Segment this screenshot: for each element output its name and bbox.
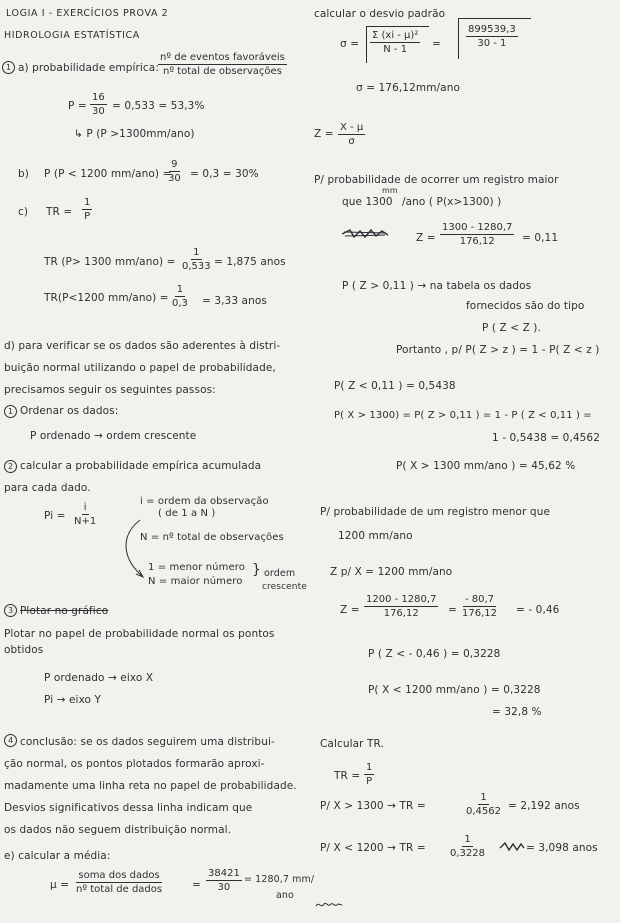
exceed-prob-line-2-tail: /ano ( P(x>1300) )	[402, 196, 502, 208]
fraction-denominator: P	[366, 776, 373, 787]
fraction-denominator: P	[84, 211, 91, 222]
scribbled-out-text	[342, 228, 388, 240]
item-e-label: e) calcular a média:	[4, 850, 111, 862]
z2-fraction	[364, 594, 438, 619]
px-result: P( X > 1300 mm/ano ) = 45,62 %	[396, 460, 576, 472]
min-definition: 1 = menor número	[148, 562, 245, 573]
tr2-fraction	[170, 284, 190, 309]
step-3-line-1: Plotar no papel de probabilidade normal os pontos	[4, 628, 275, 640]
fraction-denominator: 0,3	[172, 298, 188, 309]
tr-exceed-fraction	[464, 792, 503, 817]
item-a-label: a) probabilidade empírica:	[18, 62, 159, 74]
table-lookup-type: P ( Z < Z ).	[482, 322, 541, 334]
z2-equals: =	[448, 604, 457, 616]
step-2-line-1: calcular a probabilidade empírica acumulada	[20, 460, 262, 472]
step-1-detail: P ordenado → ordem crescente	[30, 430, 197, 442]
fraction-denominator: 0,4562	[466, 806, 501, 817]
fraction-denominator: 0,3228	[450, 848, 485, 859]
fraction-numerator: nº de eventos favoráveis	[160, 52, 285, 63]
fraction-numerator: 9	[171, 159, 178, 170]
page-title: LOGIA I - EXERCÍCIOS PROVA 2	[6, 8, 169, 19]
px2-line-1: P( X < 1200 mm/ano ) = 0,3228	[368, 684, 541, 696]
step-3-line-2: obtidos	[4, 644, 44, 656]
z-formula-lhs: Z =	[314, 128, 334, 140]
fraction-denominator: nº total de dados	[76, 884, 163, 895]
step-4-marker: 4	[4, 734, 17, 747]
z1-result: = 0,11	[522, 232, 559, 244]
item-d-line-3: precisamos seguir os seguintes passos:	[4, 384, 216, 396]
tr1-fraction	[180, 247, 213, 272]
fraction-numerator: 1	[84, 197, 91, 208]
px-line-2: 1 - 0,5438 = 0,4562	[492, 432, 600, 444]
fraction-numerator: - 80,7	[464, 594, 495, 605]
p-label: P =	[68, 100, 87, 112]
item-d-line-2: buição normal utilizando o papel de probabilidade,	[4, 362, 276, 374]
signature-mark	[316, 900, 342, 910]
fraction-denominator: σ	[348, 136, 355, 147]
fraction-numerator: 1	[193, 247, 200, 258]
mean-value-fraction	[206, 868, 242, 893]
ordem-crescente-label: crescente	[262, 582, 307, 592]
fraction-denominator: nº total de observações	[162, 66, 282, 77]
curly-brace: }	[252, 562, 262, 578]
step-2-line-2: para cada dado.	[4, 482, 91, 494]
step-4-line-4: Desvios significativos dessa linha indicam que	[4, 802, 253, 814]
axis-y-mapping: Pi → eixo Y	[44, 694, 102, 706]
fraction-numerator: 16	[92, 92, 105, 103]
mean-formula-fraction	[74, 870, 164, 895]
px-line-1: P( X > 1300) = P( Z > 0,11 ) = 1 - P ( Z < 0,11 ) =	[334, 410, 592, 421]
fraction-denominator: N - 1	[383, 44, 408, 55]
fraction-denominator: 176,12	[459, 236, 495, 247]
fraction-numerator: 1	[176, 284, 184, 295]
tr-formula-fraction-right	[364, 762, 374, 787]
sigma-label: σ =	[340, 38, 360, 50]
fraction-numerator: i	[83, 502, 87, 513]
step-4-line-1: conclusão: se os dados seguirem uma distribui-	[20, 736, 275, 748]
fraction-denominator: 176,12	[383, 608, 419, 619]
item-number-1: 1	[2, 61, 15, 74]
p-result: = 0,533 = 53,3%	[112, 100, 205, 112]
fraction-denominator: 30	[168, 173, 181, 184]
i-definition-1: i = ordem da observação	[140, 496, 269, 507]
n-definition: N = nº total de observações	[140, 532, 284, 543]
pi-formula-fraction	[72, 502, 98, 527]
tr-exceed-lhs: P/ X > 1300 → TR =	[320, 800, 426, 812]
fraction-denominator: 30 - 1	[477, 38, 507, 49]
tr2-result: = 3,33 anos	[202, 295, 267, 307]
fraction-numerator: 1	[480, 792, 487, 803]
pi-formula-lhs: Pi =	[44, 510, 66, 522]
p-arrow-note: ↳ P (P >1300mm/ano)	[74, 128, 195, 140]
fraction-numerator: 1	[366, 762, 373, 773]
tr-exceed-result: = 2,192 anos	[508, 800, 580, 812]
step-4-line-3: madamente uma linha reta no papel de probabilidade.	[4, 780, 297, 792]
fraction-numerator: 1	[464, 834, 471, 845]
z2-title: Z p/ X = 1200 mm/ano	[330, 566, 453, 578]
table-lookup-line-1: P ( Z > 0,11 ) → na tabela os dados	[342, 280, 532, 292]
mean-result: = 1280,7 mm/	[244, 874, 315, 885]
fraction-denominator: 30	[217, 882, 231, 893]
std-dev-result: σ = 176,12mm/ano	[356, 82, 460, 94]
table-lookup-line-2: fornecidos são do tipo	[466, 300, 585, 312]
fraction-denominator: 176,12	[462, 608, 497, 619]
fraction-denominator: 30	[92, 106, 105, 117]
below-prob-line-1: P/ probabilidade de um registro menor que	[320, 506, 551, 518]
fraction-numerator: soma dos dados	[78, 870, 160, 881]
mean-equals: =	[192, 879, 201, 891]
tr-below-result: = 3,098 anos	[526, 842, 598, 854]
mean-unit: ano	[276, 890, 294, 901]
z-formula-fraction	[338, 122, 365, 147]
std-dev-title: calcular o desvio padrão	[314, 8, 446, 20]
tr-formula-fraction	[82, 197, 92, 222]
z1-fraction	[440, 222, 514, 247]
step-1-marker: 1	[4, 405, 17, 418]
exceed-prob-line-2: que 1300	[342, 196, 393, 208]
fraction-numerator: 38421	[208, 868, 240, 879]
ordem-label: ordem	[264, 568, 296, 579]
item-b-result: = 0,3 = 30%	[190, 168, 259, 180]
tr-formula-lhs: TR =	[46, 206, 73, 218]
z2-result: = - 0,46	[516, 604, 560, 616]
max-definition: N = maior número	[148, 576, 243, 587]
item-b-lhs: P (P < 1200 mm/ano) =	[44, 168, 172, 180]
tr-below-lhs: P/ X < 1200 → TR =	[320, 842, 426, 854]
tr1-lhs: TR (P> 1300 mm/ano) =	[44, 256, 176, 268]
tr-section-title: Calcular TR.	[320, 738, 384, 750]
pz-value: P( Z < 0,11 ) = 0,5438	[334, 380, 456, 392]
fraction-numerator: Σ (xi - μ)²	[372, 30, 419, 41]
step-4-line-5: os dados não seguem distribuição normal.	[4, 824, 232, 836]
pz2-value: P ( Z < - 0,46 ) = 0,3228	[368, 648, 501, 660]
px2-line-2: = 32,8 %	[492, 706, 542, 718]
scribbled-out-number	[500, 842, 524, 852]
item-c-label: c)	[18, 206, 29, 218]
exceed-prob-line-1: P/ probabilidade de ocorrer um registro maior	[314, 174, 559, 186]
exceed-prob-mm: mm	[382, 186, 398, 195]
fraction-numerator: 899539,3	[468, 24, 516, 35]
std-dev-formula-fraction	[370, 30, 420, 55]
z2-value-fraction	[460, 594, 499, 619]
axis-x-mapping: P ordenado → eixo X	[44, 672, 154, 684]
step-1-title: Ordenar os dados:	[20, 405, 119, 417]
item-d-line-1: d) para verificar se os dados são aderentes à distri-	[4, 340, 281, 352]
step-3-marker: 3	[4, 604, 17, 617]
fraction-numerator: 1300 - 1280,7	[442, 222, 513, 233]
fraction-numerator: 1200 - 1280,7	[366, 594, 437, 605]
std-dev-value-fraction	[466, 24, 518, 49]
fraction-denominator: 0,533	[182, 261, 211, 272]
complement-rule: Portanto , p/ P( Z > z ) = 1 - P( Z < z )	[396, 344, 600, 356]
tr1-result: = 1,875 anos	[214, 256, 286, 268]
item-b-fraction	[166, 159, 183, 184]
fraction-denominator: N+1	[74, 516, 97, 527]
tr2-lhs: TR(P<1200 mm/ano) =	[44, 292, 169, 304]
tr-formula-lhs-right: TR =	[334, 770, 361, 782]
tr-below-fraction	[448, 834, 487, 859]
step-3-struck-title: Plotar no gráfico	[20, 605, 109, 617]
mu-label: μ =	[50, 879, 70, 891]
page-subtitle: HIDROLOGIA ESTATÍSTICA	[4, 30, 140, 41]
item-b-label: b)	[18, 168, 29, 180]
step-2-marker: 2	[4, 460, 17, 473]
p-fraction	[90, 92, 107, 117]
std-dev-equals: =	[432, 38, 441, 50]
below-prob-line-2: 1200 mm/ano	[338, 530, 413, 542]
step-4-line-2: ção normal, os pontos plotados formarão aproxi-	[4, 758, 265, 770]
empirical-probability-formula	[158, 52, 287, 77]
i-definition-2: ( de 1 a N )	[158, 508, 216, 519]
z2-lhs: Z =	[340, 604, 360, 616]
fraction-numerator: X - μ	[340, 122, 364, 133]
z1-lhs: Z =	[416, 232, 436, 244]
